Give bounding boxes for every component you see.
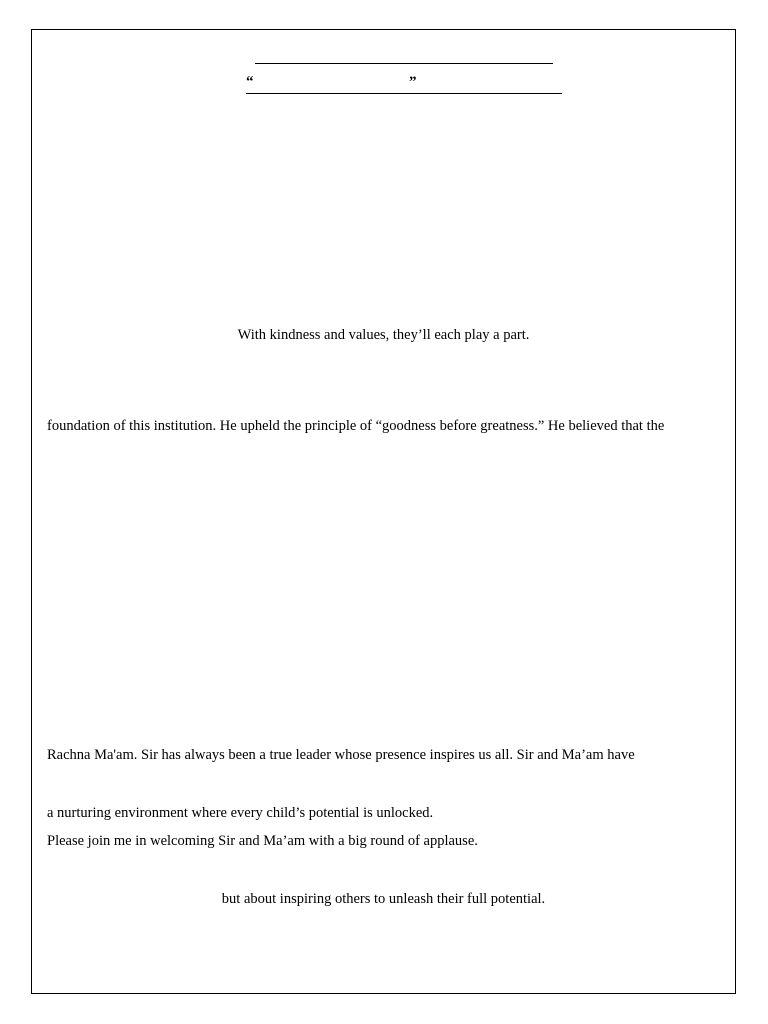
nurturing-line: a nurturing environment where every child’s potential is unlocked. bbox=[47, 805, 434, 821]
close-quote-mark: ” bbox=[409, 74, 417, 90]
welcome-line: Please join me in welcoming Sir and Ma’am with a big round of applause. bbox=[47, 833, 478, 849]
closing-line: but about inspiring others to unleash their full potential. bbox=[221, 891, 546, 907]
title-underline-top bbox=[255, 63, 553, 64]
subtitle-underline bbox=[246, 93, 562, 94]
verse-line: With kindness and values, they’ll each play a part. bbox=[237, 327, 530, 343]
leader-line: Rachna Ma'am. Sir has always been a true leader whose presence inspires us all. Sir and Ma’am have bbox=[47, 747, 635, 763]
open-quote-mark: “ bbox=[246, 74, 254, 90]
foundation-line: foundation of this institution. He upheld the principle of “goodness before greatness.” He believed that the bbox=[47, 418, 665, 434]
